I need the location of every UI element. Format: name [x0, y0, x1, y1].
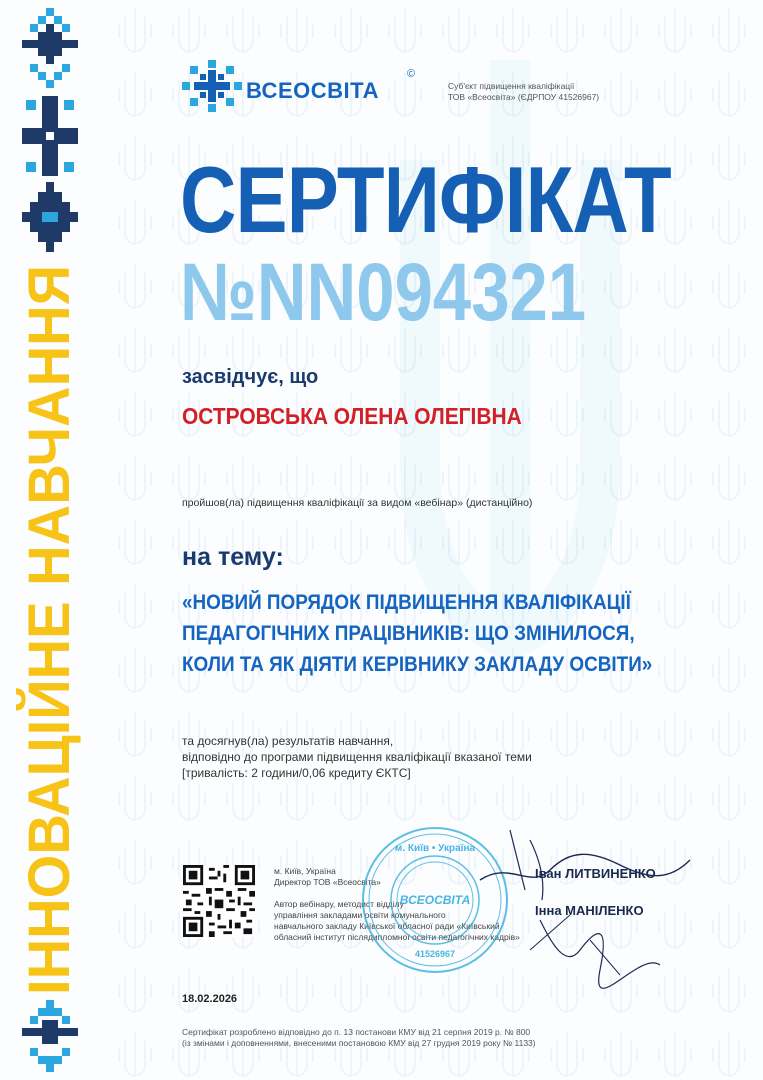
subject-info: [448, 81, 599, 103]
author-role-line: управління закладами освіти комунального: [274, 910, 446, 920]
author-role-line: обласний інститут післядипломної освіти педагогічних кадрів»: [274, 932, 520, 942]
handwritten-signature-icon: [470, 820, 700, 990]
side-banner: [17, 240, 82, 1000]
author-signature-name: Інна МАНІЛЕНКО: [535, 903, 644, 918]
svg-text:41526967: 41526967: [414, 949, 456, 959]
ornament-cross-icon: [22, 96, 78, 176]
passed-text: пройшов(ла) підвищення кваліфікації за видом «вебінар» (дистанційно): [182, 497, 533, 509]
recipient-name: ОСТРОВСЬКА ОЛЕНА ОЛЕГІВНА: [182, 403, 522, 429]
city-text: м. Київ, Україна: [274, 866, 336, 876]
topic-title: [182, 587, 722, 680]
certificate-title: СЕРТИФІКАТ: [180, 147, 671, 252]
ornament-diamond-icon: [22, 182, 78, 252]
footnote-line: Сертифікат розроблено відповідно до п. 13 постанови КМУ від 21 серпня 2019 р. № 800: [182, 1027, 531, 1037]
vseosvita-logo-icon: [182, 60, 242, 112]
brand-name: ВСЕОСВІТА: [246, 78, 380, 103]
topic-line: «НОВИЙ ПОРЯДОК ПІДВИЩЕННЯ КВАЛІФІКАЦІЇ: [182, 591, 631, 614]
certifies-text: засвідчує, що: [182, 366, 319, 388]
results-line: відповідно до програми підвищення кваліфікації вказаної теми: [182, 750, 532, 764]
svg-text:ВСЕОСВІТА: ВСЕОСВІТА: [399, 893, 471, 907]
director-signature-name: Іван ЛИТВИНЕНКО: [535, 866, 656, 881]
issue-date: 18.02.2026: [182, 993, 238, 1005]
results-text: [182, 733, 532, 781]
ornament-bottom-icon: [22, 1000, 78, 1072]
subject-line: Суб'єкт підвищення кваліфікації: [448, 81, 575, 91]
svg-text:м. Київ • Україна: м. Київ • Україна: [394, 843, 476, 854]
subject-line: ТОВ «Всеосвіта» (ЄДРПОУ 41526967): [448, 92, 600, 102]
results-line: [тривалість: 2 години/0,06 кредиту ЄКТС]: [182, 766, 411, 780]
ornament-top-icon: [22, 8, 78, 90]
director-role: Директор ТОВ «Всеосвіта»: [274, 877, 381, 887]
results-line: та досягнув(ла) результатів навчання,: [182, 734, 394, 748]
footnote: [182, 1027, 536, 1049]
qr-code-icon[interactable]: [183, 865, 255, 937]
side-banner-text: ІННОВАЦІЙНЕ НАВЧАННЯ: [17, 240, 82, 995]
topic-line: ПЕДАГОГІЧНИХ ПРАЦІВНИКІВ: ЩО ЗМІНИЛОСЯ,: [182, 622, 635, 645]
brand-copyright: ©: [407, 68, 416, 80]
author-role-line: Автор вебінару, методист відділу: [274, 899, 404, 909]
footnote-line: (із змінами і доповненнями, внесеними постановою КМУ від 27 грудня 2019 року № 1133): [182, 1038, 536, 1048]
certificate-number: №NN094321: [180, 247, 587, 338]
author-role-line: навчального закладу Київської обласної ради «Київський: [274, 921, 500, 931]
topic-line: КОЛИ ТА ЯК ДІЯТИ КЕРІВНИКУ ЗАКЛАДУ ОСВІТИ»: [182, 653, 653, 676]
topic-label: на тему:: [182, 543, 284, 571]
